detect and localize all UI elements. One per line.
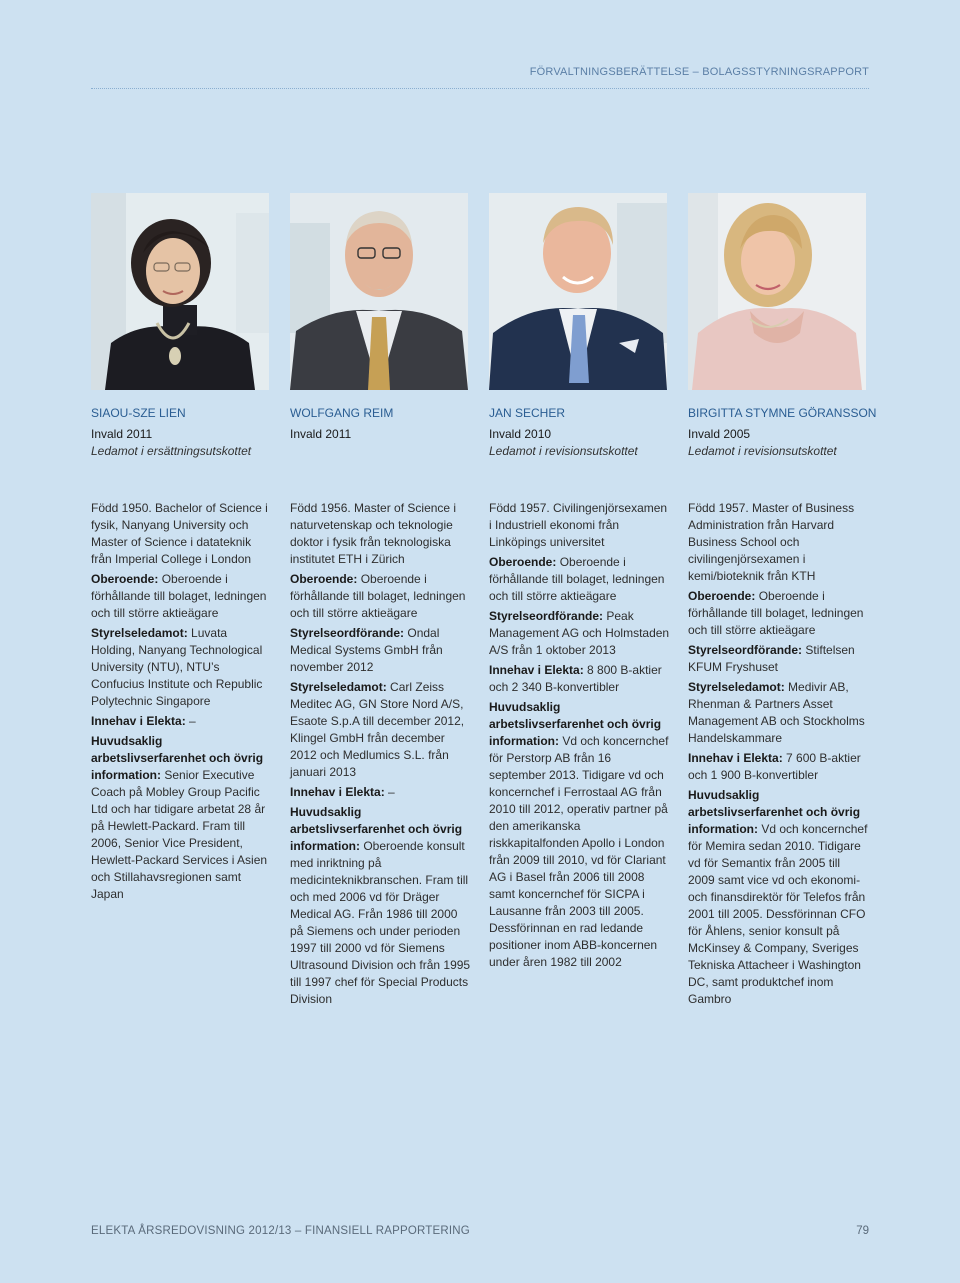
portrait-2-image: [290, 193, 468, 390]
bio-birth-education: Född 1950. Bachelor of Science i fysik, Nanyang University och Master of Science i datateknik från Imperial College i London: [91, 501, 268, 566]
bio-board-member: Styrelseledamot: Carl Zeiss Meditec AG, GN Store Nord A/S, Esaote S.p.A till december 2012, Klingel GmbH från december 2012 och Medlumics S.L. från januari 2013: [290, 680, 465, 779]
bio-birth-education: Född 1957. Master of Business Administration från Harvard Business School och civilingenjörsexamen i kemi/bioteknik från KTH: [688, 501, 855, 583]
member-elected: Invald 2005: [688, 427, 751, 441]
portrait-photo-4: [688, 193, 866, 390]
bio-experience: Huvudsaklig arbetslivserfarenhet och övrig information: Vd och koncernchef för Memira sedan 2010. Tidigare vd för Semantix från 2005 till 2009 samt vice vd och ekonomi- och finansdirektör för Telefos från 2001 till 2005. Dessförinnan CFO för Åhlens, senior konsult på McKinsey & Company, Sveriges Tekniska Attacheer i Washington DC, samt produktchef inom Gambro: [688, 788, 868, 1006]
member-elected: Invald 2011: [290, 427, 352, 441]
member-elected: Invald 2010: [489, 427, 552, 441]
member-bio: [489, 500, 671, 974]
portrait-photo-2: [290, 193, 468, 390]
bio-holdings: Innehav i Elekta: 8 800 B-aktier och 2 340 B-konvertibler: [489, 663, 662, 694]
member-elected: Invald 2011: [91, 427, 153, 441]
portrait-photo-3: [489, 193, 667, 390]
bio-board-member: Styrelseledamot: Medivir AB, Rhenman & Partners Asset Management AB och Stockholms Handelskammare: [688, 680, 865, 745]
running-header: FÖRVALTNINGSBERÄTTELSE – BOLAGSSTYRNINGSRAPPORT: [529, 66, 869, 78]
member-bio: [688, 500, 870, 1011]
member-committee-role: Ledamot i ersättningsutskottet: [91, 444, 252, 458]
bio-board-chair: Styrelseordförande: Stiftelsen KFUM Fryshuset: [688, 643, 855, 674]
portrait-3-image: [489, 193, 667, 390]
footer-title: ELEKTA ÅRSREDOVISNING 2012/13 – FINANSIELL RAPPORTERING: [91, 1225, 470, 1237]
portrait-1-image: [91, 193, 269, 390]
portrait-4-image: [688, 193, 866, 390]
bio-holdings: Innehav i Elekta: 7 600 B-aktier och 1 900 B-konvertibler: [688, 751, 861, 782]
member-name: BIRGITTA STYMNE GÖRANSSON: [688, 406, 877, 420]
bio-experience: Huvudsaklig arbetslivserfarenhet och övrig information: Senior Executive Coach på Mobley Group Pacific Ltd och har tidigare arbetat 28 år på Hewlett-Packard. Fram till 2006, Senior Vice President, Hewlett-Packard Services i Asien och Stillahavsregionen samt Japan: [91, 734, 268, 901]
bio-independence: Oberoende: Oberoende i förhållande till bolaget, ledningen och till större aktieägare: [489, 555, 665, 603]
member-name: JAN SECHER: [489, 406, 566, 420]
member-name: SIAOU-SZE LIEN: [91, 406, 186, 420]
header-divider: [91, 88, 869, 89]
bio-birth-education: Född 1956. Master of Science i naturvetenskap och teknologie doktor i fysik från teknologiska institutet ETH i Zürich: [290, 501, 457, 566]
bio-holdings: Innehav i Elekta: –: [290, 785, 395, 799]
bio-experience: Huvudsaklig arbetslivserfarenhet och övrig information: Oberoende konsult med inriktning på medicinteknikbranschen. Fram till och med 2006 vd för Dräger Medical AG. Från 1986 till 2000 på Siemens och under perioden 1997 till 2000 vd för Siemens Ultrasound Division och från 1995 till 1997 chef för Special Products Division: [290, 805, 471, 1006]
member-name: WOLFGANG REIM: [290, 406, 394, 420]
page-number: 79: [856, 1225, 869, 1237]
portrait-photo-1: [91, 193, 269, 390]
bio-independence: Oberoende: Oberoende i förhållande till bolaget, ledningen och till större aktieägare: [290, 572, 466, 620]
member-bio: [290, 500, 472, 1011]
bio-independence: Oberoende: Oberoende i förhållande till bolaget, ledningen och till större aktieägare: [91, 572, 267, 620]
bio-experience: Huvudsaklig arbetslivserfarenhet och övrig information: Vd och koncernchef för Perstorp AB från 16 september 2013. Tidigare vd och koncernchef i Ferrostaal AG från 2010 till 2012, operativ partner på den amerikanska riskkapitalfonden Apollo i London från 2009 till 2010, vd för Clariant AG i Basel från 2006 till 2008 samt koncernchef för SICPA i Lausanne från 2003 till 2005. Dessförinnan en rad ledande positioner inom ABB-koncernen under åren 1982 till 2002: [489, 700, 669, 969]
bio-independence: Oberoende: Oberoende i förhållande till bolaget, ledningen och till större aktieägare: [688, 589, 864, 637]
bio-board-member: Styrelseledamot: Luvata Holding, Nanyang Technological University (NTU), NTU’s Confucius Institute och Republic Polytechnic Singapore: [91, 626, 263, 708]
bio-holdings: Innehav i Elekta: –: [91, 714, 196, 728]
bio-board-chair: Styrelseordförande: Peak Management AG och Holmstaden A/S från 1 oktober 2013: [489, 609, 670, 657]
member-committee-role: Ledamot i revisionsutskottet: [688, 444, 837, 458]
bio-board-chair: Styrelseordförande: Ondal Medical Systems GmbH från november 2012: [290, 626, 443, 674]
member-committee-role: Ledamot i revisionsutskottet: [489, 444, 638, 458]
member-bio: [91, 500, 273, 906]
bio-birth-education: Född 1957. Civilingenjörsexamen i Industriell ekonomi från Linköpings universitet: [489, 501, 668, 549]
